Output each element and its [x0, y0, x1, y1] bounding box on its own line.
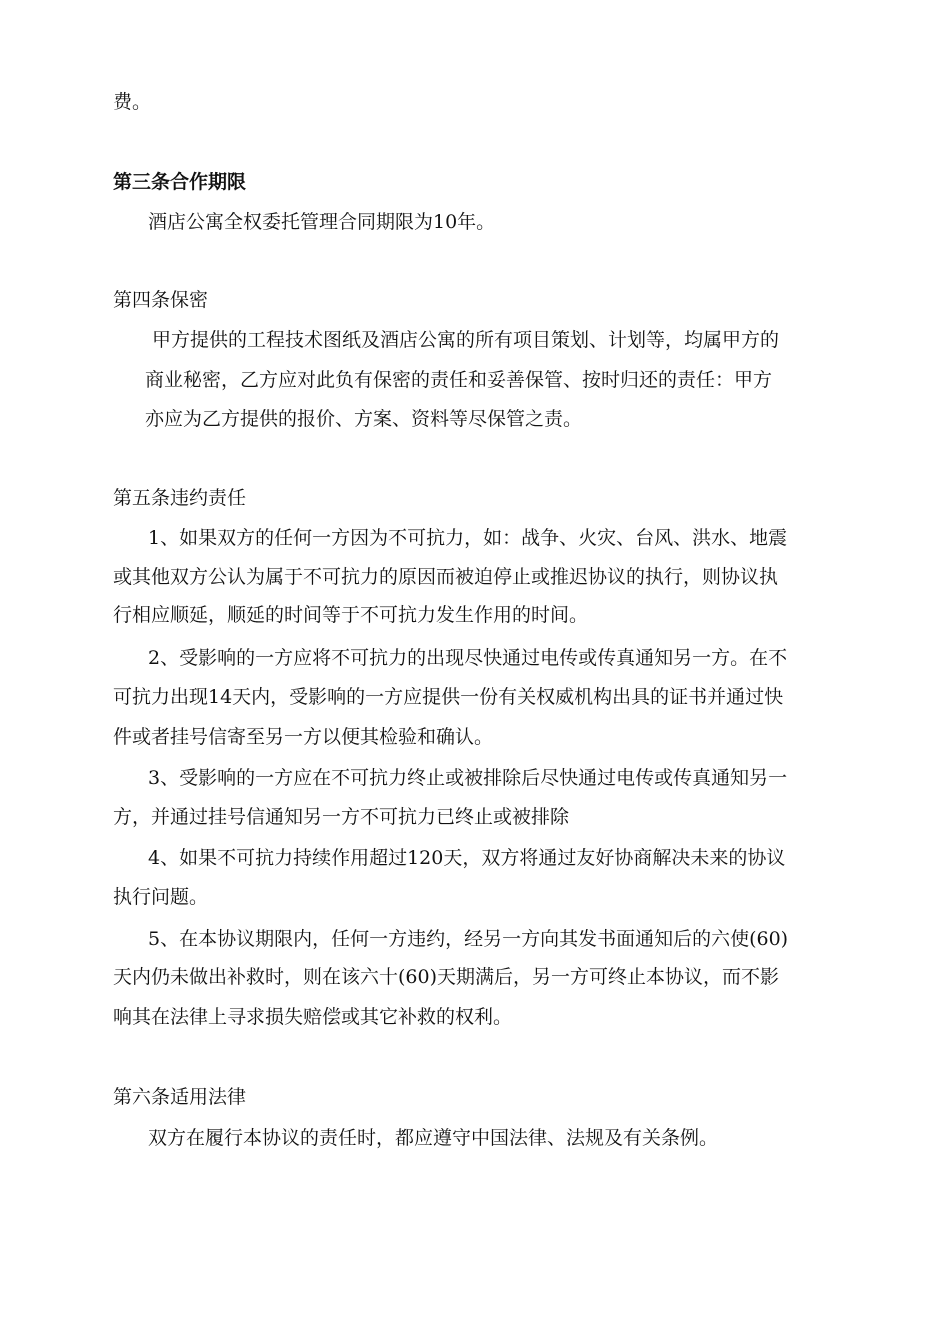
article6-heading: 第六条适用法律	[113, 1086, 247, 1108]
article5-line: 或其他双方公认为属于不可抗力的原因而被迫停止或推迟协议的执行，则协议执	[113, 566, 779, 588]
article6-body: 双方在履行本协议的责任时，都应遵守中国法律、法规及有关条例。	[148, 1127, 719, 1149]
article5-line: 方，并通过挂号信通知另一方不可抗力已终止或被排除	[113, 806, 570, 828]
article4-line: 商业秘密，乙方应对此负有保密的责任和妥善保管、按时归还的责任：甲方	[145, 369, 773, 391]
carryover-text: 费。	[113, 91, 152, 113]
article3-body: 酒店公寓全权委托管理合同期限为10年。	[148, 211, 496, 233]
article5-line: 可抗力出现14天内，受影响的一方应提供一份有关权威机构出具的证书并通过快	[113, 686, 784, 708]
article4-line: 亦应为乙方提供的报价、方案、资料等尽保管之责。	[145, 408, 583, 430]
article5-line: 4、如果不可抗力持续作用超过120天，双方将通过友好协商解决未来的协议	[148, 847, 786, 869]
article5-line: 2、受影响的一方应将不可抗力的出现尽快通过电传或传真通知另一方。在不	[148, 647, 788, 669]
article5-line: 执行问题。	[113, 886, 209, 908]
article5-line: 天内仍未做出补救时，则在该六十(60)天期满后，另一方可终止本协议，而不影	[113, 966, 780, 988]
article5-line: 行相应顺延，顺延的时间等于不可抗力发生作用的时间。	[113, 604, 589, 626]
article5-heading: 第五条违约责任	[113, 487, 247, 509]
article5-line: 件或者挂号信寄至另一方以便其检验和确认。	[113, 726, 494, 748]
article5-line: 5、在本协议期限内，任何一方违约，经另一方向其发书面通知后的六使(60)	[148, 928, 789, 950]
article4-line: 甲方提供的工程技术图纸及酒店公寓的所有项目策划、计划等，均属甲方的	[152, 329, 780, 351]
article4-heading: 第四条保密	[113, 289, 209, 311]
article3-heading: 第三条合作期限	[113, 171, 247, 193]
article5-line: 1、如果双方的任何一方因为不可抗力，如：战争、火灾、台风、洪水、地震	[148, 527, 788, 549]
article5-line: 响其在法律上寻求损失赔偿或其它补救的权利。	[113, 1006, 513, 1028]
article5-line: 3、受影响的一方应在不可抗力终止或被排除后尽快通过电传或传真通知另一	[148, 767, 788, 789]
